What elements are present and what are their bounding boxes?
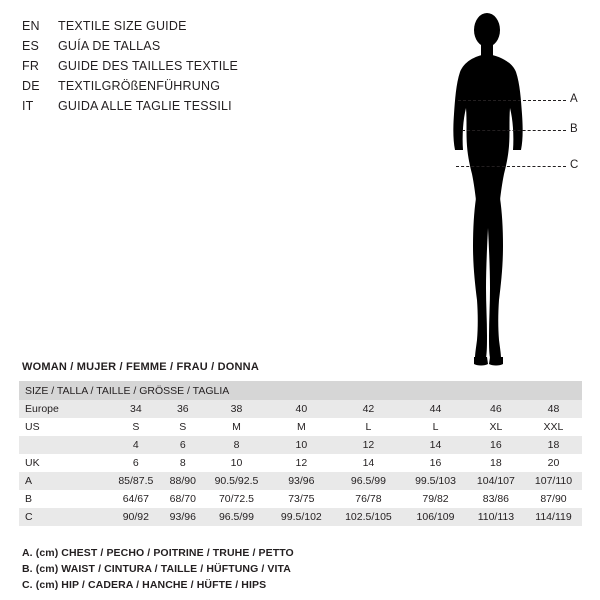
table-cell: 83/86 [482, 493, 510, 505]
title-text-it: GUIDA ALLE TAGLIE TESSILI [58, 99, 232, 113]
table-cell: 8 [203, 436, 270, 454]
table-cell: 4 [109, 436, 163, 454]
table-cell: 90.5/92.5 [203, 472, 270, 490]
row-label: US [25, 421, 40, 433]
table-cell: L [365, 421, 372, 433]
table-cell: 6 [163, 436, 203, 454]
table-row [19, 490, 582, 508]
table-cell: 96.5/99 [333, 472, 405, 490]
table-cell: 20 [547, 457, 560, 469]
table-cell: 44 [404, 400, 467, 418]
table-cell: XL [489, 421, 503, 433]
table-cell: 70/72.5 [218, 493, 254, 505]
table-row [19, 400, 582, 418]
table-cell: 99.5/103 [404, 472, 467, 490]
table-cell: 42 [333, 400, 405, 418]
table-cell: 8 [179, 457, 186, 469]
title-text-de: TEXTILGRÖßENFÜHRUNG [58, 79, 221, 93]
table-cell: 36 [163, 400, 203, 418]
row-label: C [19, 508, 109, 526]
table-row [19, 472, 582, 490]
table-cell: 102.5/105 [333, 508, 405, 526]
table-cell: 104/107 [467, 472, 525, 490]
size-table [19, 381, 582, 526]
table-cell: 14 [362, 457, 375, 469]
table-cell: 90/92 [109, 508, 163, 526]
row-label: A [19, 472, 109, 490]
title-row-it [22, 96, 352, 116]
title-text-es: GUÍA DE TALLAS [58, 39, 161, 53]
title-text-en: TEXTILE SIZE GUIDE [58, 19, 187, 33]
table-cell: 107/110 [525, 472, 582, 490]
table-cell: 12 [295, 457, 308, 469]
title-row-en [22, 16, 352, 36]
table-cell: S [179, 421, 187, 433]
table-row [19, 436, 582, 454]
table-cell: 88/90 [163, 472, 203, 490]
table-row [19, 508, 582, 526]
table-cell: 64/67 [122, 493, 149, 505]
table-cell: 48 [525, 400, 582, 418]
table-cell: 93/96 [163, 508, 203, 526]
table-cell: M [296, 421, 306, 433]
measurement-legend [22, 545, 294, 593]
title-text-fr: GUIDE DES TAILLES TEXTILE [58, 59, 239, 73]
table-cell: S [132, 421, 140, 433]
table-cell: 79/82 [422, 493, 449, 505]
title-lang-es: ES [22, 39, 40, 53]
table-cell: L [432, 421, 439, 433]
callout-label-c: C [570, 159, 579, 171]
table-cell: 46 [467, 400, 525, 418]
row-label: Europe [19, 400, 109, 418]
title-lang-it: IT [22, 99, 34, 113]
title-row-es [22, 36, 352, 56]
table-cell: 106/109 [404, 508, 467, 526]
callout-label-a: A [570, 93, 578, 105]
table-row [19, 418, 582, 436]
table-cell: 14 [404, 436, 467, 454]
table-cell: 34 [109, 400, 163, 418]
legend-line-c: C. (cm) HIP / CADERA / HANCHE / HÜFTE / HIPS [22, 579, 267, 591]
title-lang-de: DE [22, 79, 40, 93]
title-row-fr [22, 56, 352, 76]
table-cell: 16 [467, 436, 525, 454]
title-lang-en: EN [22, 19, 40, 33]
row-label [19, 436, 109, 454]
table-cell: 73/75 [288, 493, 315, 505]
table-cell: XXL [543, 421, 564, 433]
table-cell: 12 [333, 436, 405, 454]
table-cell: 85/87.5 [109, 472, 163, 490]
table-header-label: SIZE / TALLA / TAILLE / GRÖSSE / TAGLIA [19, 381, 582, 400]
title-row-de [22, 76, 352, 96]
callout-label-b: B [570, 123, 578, 135]
table-cell: 110/113 [467, 508, 525, 526]
row-label: UK [25, 457, 40, 469]
group-heading: WOMAN / MUJER / FEMME / FRAU / DONNA [22, 361, 259, 373]
table-cell: 87/90 [540, 493, 567, 505]
table-cell: 18 [490, 457, 502, 469]
table-cell: 6 [132, 457, 139, 469]
table-cell: 10 [230, 457, 243, 469]
title-block [22, 16, 352, 116]
table-cell: 99.5/102 [270, 508, 333, 526]
table-cell: 10 [270, 436, 333, 454]
table-cell: 114/119 [525, 508, 582, 526]
table-row [19, 454, 582, 472]
table-cell: 76/78 [355, 493, 382, 505]
table-cell: 38 [203, 400, 270, 418]
table-cell: 96.5/99 [203, 508, 270, 526]
table-cell: M [232, 421, 241, 433]
legend-line-b: B. (cm) WAIST / CINTURA / TAILLE / HÜFTUNG / VITA [22, 563, 291, 575]
table-cell: 16 [429, 457, 442, 469]
legend-line-a: A. (cm) CHEST / PECHO / POITRINE / TRUHE / PETTO [22, 547, 294, 559]
table-cell: 93/96 [270, 472, 333, 490]
female-silhouette-figure [430, 8, 560, 368]
table-cell: 40 [270, 400, 333, 418]
title-lang-fr: FR [22, 59, 40, 73]
row-label: B [25, 493, 33, 505]
female-silhouette-icon [430, 8, 560, 368]
table-header-row [19, 381, 582, 400]
table-cell: 68/70 [169, 493, 196, 505]
table-cell: 18 [525, 436, 582, 454]
